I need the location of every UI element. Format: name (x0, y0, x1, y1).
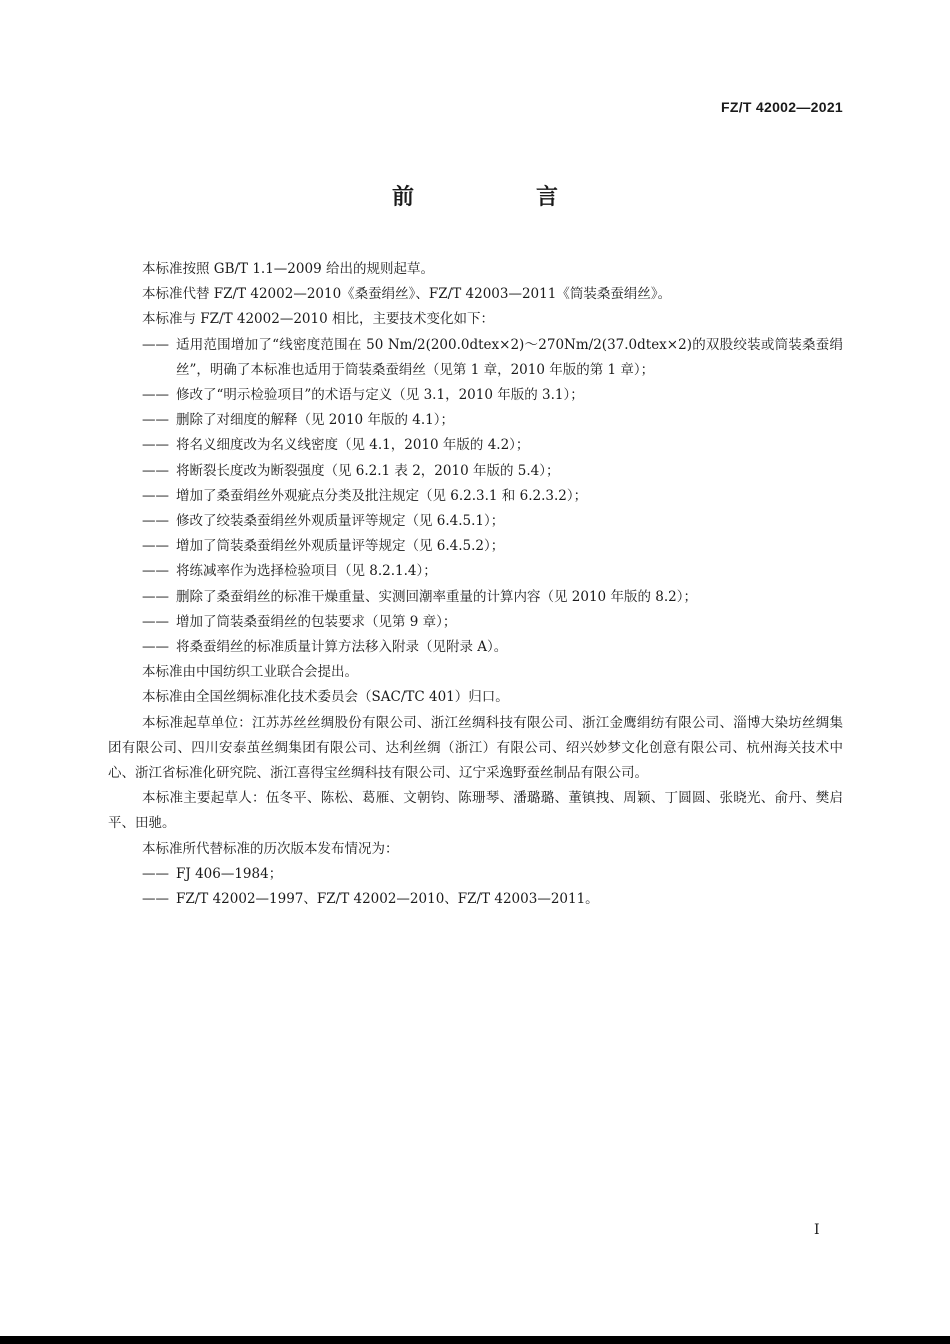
list-item (108, 887, 843, 912)
list-item-text: 修改了绞装桑蚕绢丝外观质量评等规定（见 6.4.5.1）； (176, 513, 505, 530)
dash-marker: —— (142, 513, 169, 530)
dash-marker: —— (142, 437, 169, 454)
list-item-text: 增加了筒装桑蚕绢丝外观质量评等规定（见 6.4.5.2）； (176, 538, 505, 555)
list-item (108, 484, 843, 509)
paragraph: 本标准与 FZ/T 42002—2010 相比，主要技术变化如下： (142, 311, 494, 328)
list-item (108, 862, 843, 887)
list-item (108, 408, 843, 433)
list-item-text: 删除了桑蚕绢丝的标准干燥重量、实测回潮率重量的计算内容（见 2010 年版的 8.2）； (176, 588, 697, 605)
list-item-text: 增加了筒装桑蚕绢丝的包装要求（见第 9 章）； (176, 613, 457, 630)
list-item-text: 修改了“明示检验项目”的术语与定义（见 3.1，2010 年版的 3.1）； (176, 387, 584, 404)
paragraph: 本标准起草单位：江苏苏丝丝绸股份有限公司、浙江丝绸科技有限公司、浙江金鹰绢纺有限公司、淄博大染坊丝绸集团有限公司、四川安泰茧丝绸集团有限公司、达利丝绸（浙江）有限公司、绍兴妙梦文化创意有限公司、杭州海关技术中心、浙江省标准化研究院、浙江喜得宝丝绸科技有限公司、辽宁采逸野蚕丝制品有限公司。 (108, 714, 843, 782)
list-item (108, 635, 843, 660)
dash-marker: —— (142, 412, 169, 429)
page-title: 前 言 (391, 184, 608, 210)
list-item-text: 删除了对细度的解释（见 2010 年版的 4.1）； (176, 412, 454, 429)
paragraph: 本标准主要起草人：伍冬平、陈松、葛雁、文朝钧、陈珊琴、潘璐璐、董镇拽、周颖、丁圆圆、张晓光、俞丹、樊启平、田驰。 (108, 790, 843, 832)
dash-marker: —— (142, 487, 169, 504)
dash-marker: —— (142, 387, 169, 404)
list-item (108, 610, 843, 635)
dash-marker: —— (142, 336, 169, 353)
dash-marker: —— (142, 538, 169, 555)
list-item (108, 585, 843, 610)
page-number: I (814, 1222, 820, 1238)
dash-marker: —— (142, 613, 169, 630)
list-item-text: FJ 406—1984； (176, 865, 283, 882)
paragraph: 本标准由中国纺织工业联合会提出。 (142, 664, 358, 681)
dash-marker: —— (142, 639, 169, 656)
dash-marker: —— (142, 865, 169, 882)
list-item-text: 将名义细度改为名义线密度（见 4.1，2010 年版的 4.2）； (176, 437, 530, 454)
list-item-text: 将桑蚕绢丝的标准质量计算方法移入附录（见附录 A）。 (176, 639, 508, 656)
dash-marker: —— (142, 891, 169, 908)
list-item-text: 将断裂长度改为断裂强度（见 6.2.1 表 2，2010 年版的 5.4）； (176, 462, 560, 479)
list-item-text: FZ/T 42002—1997、FZ/T 42002—2010、FZ/T 42003—2011。 (176, 891, 599, 908)
paragraph: 本标准代替 FZ/T 42002—2010《桑蚕绢丝》、FZ/T 42003—2011《筒装桑蚕绢丝》。 (142, 286, 672, 303)
document-body (108, 257, 843, 912)
list-item (108, 459, 843, 484)
list-item (108, 433, 843, 458)
list-item-text: 适用范围增加了“线密度范围在 50 Nm/2(200.0dtex×2)～270Nm/2(37.0dtex×2)的双股绞装或筒装桑蚕绢丝”，明确了本标准也适用于筒装桑蚕绢丝（见第 1 章，2010 年版的第 1 章）； (176, 336, 843, 378)
dash-marker: —— (142, 462, 169, 479)
paragraph: 本标准按照 GB/T 1.1—2009 给出的规则起草。 (142, 261, 434, 277)
dash-marker: —— (142, 563, 169, 580)
history-list (108, 862, 843, 912)
list-item (108, 534, 843, 559)
list-item-text: 增加了桑蚕绢丝外观疵点分类及批注规定（见 6.2.3.1 和 6.2.3.2）； (176, 487, 588, 504)
paragraph: 本标准由全国丝绸标准化技术委员会（SAC/TC 401）归口。 (142, 689, 509, 706)
list-item-text: 将练减率作为选择检验项目（见 8.2.1.4）； (176, 563, 437, 580)
dash-marker: —— (142, 588, 169, 605)
change-list (108, 333, 843, 661)
list-item (108, 559, 843, 584)
list-item (108, 509, 843, 534)
list-item (108, 383, 843, 408)
standard-code: FZ/T 42002—2021 (720, 99, 843, 115)
page-bottom-border (0, 1336, 950, 1344)
list-item (108, 333, 843, 383)
paragraph: 本标准所代替标准的历次版本发布情况为： (142, 840, 399, 857)
